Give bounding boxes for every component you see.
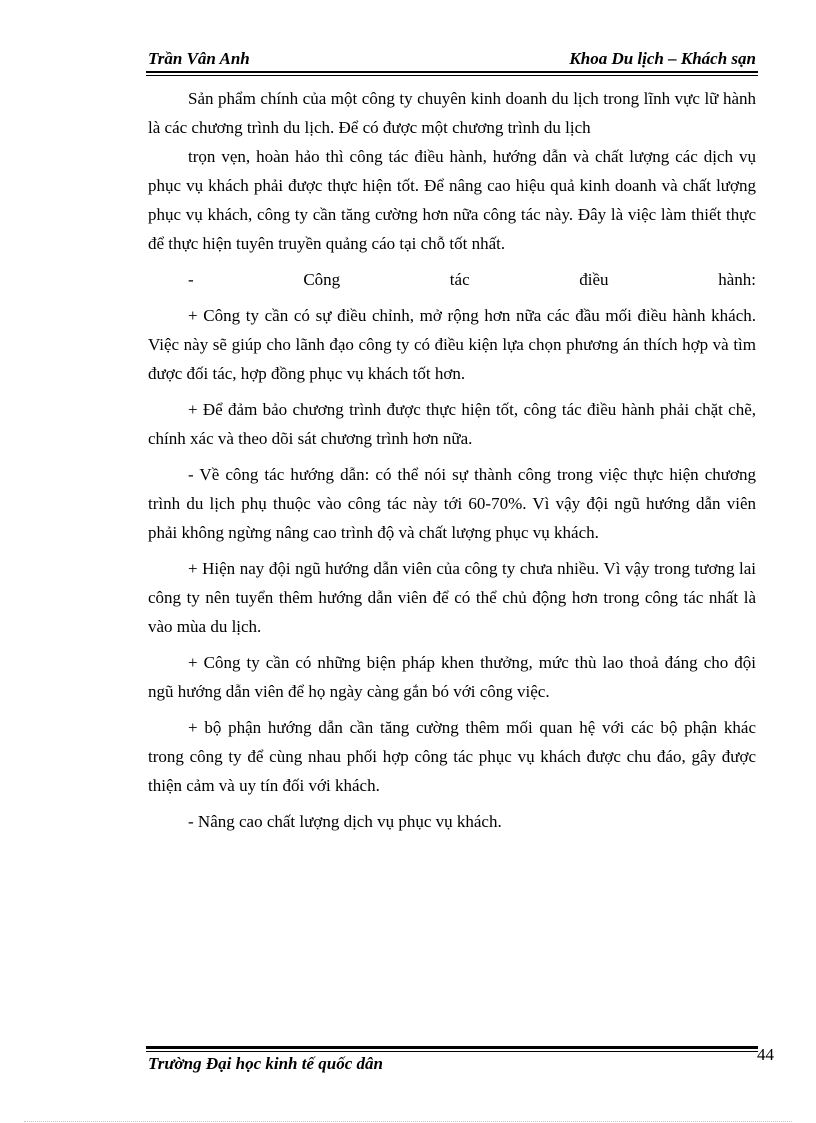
paragraph-2: + Công ty cần có sự điều chỉnh, mở rộng hơn nữa các đầu mối điều hành khách. Việc này sẽ giúp cho lãnh đạo công ty có điều kiện lựa chọn phương án thích hợp và tìm được đối tác, hợp đồng phục vụ khách tốt hơn. [148,306,756,383]
heading-word: tác [449,270,470,289]
paragraph-1a: Sản phẩm chính của một công ty chuyên kinh doanh du lịch trong lĩnh vực lữ hành là các chương trình du lịch. Để có được một chương trình du lịch [148,89,756,137]
operations-heading [148,265,756,294]
paragraph-5: + Hiện nay đội ngũ hướng dẫn viên của công ty chưa nhiều. Vì vậy trong tương lai công ty nên tuyển thêm hướng dẫn viên để có thể chủ động hơn trong công tác nhất là vào mùa du lịch. [148,559,756,636]
heading-word: hành: [718,270,756,289]
page-header [148,49,756,71]
paragraph-8: - Nâng cao chất lượng dịch vụ phục vụ khách. [188,812,502,831]
footer-rule [146,1046,758,1052]
heading-word: điều [579,270,609,289]
paragraph-3: + Để đảm bảo chương trình được thực hiện tốt, công tác điều hành phải chặt chẽ, chính xác và theo dõi sát chương trình hơn nữa. [148,400,756,448]
header-department: Khoa Du lịch – Khách sạn [569,49,756,68]
heading-word: - [188,270,194,289]
paragraph-4: - Về công tác hướng dẫn: có thể nói sự thành công trong việc thực hiện chương trình du lịch phụ thuộc vào công tác này tới 60-70%. Vì vậy đội ngũ hướng dẫn viên phải không ngừng nâng cao trình độ và chất lượng phục vụ khách. [148,465,756,542]
header-author: Trần Vân Anh [148,49,250,68]
page-number: 44 [757,1045,774,1064]
paragraph-6: + Công ty cần có những biện pháp khen thưởng, mức thù lao thoả đáng cho đội ngũ hướng dẫn viên để họ ngày càng gắn bó với công việc. [148,653,756,701]
document-body [148,84,756,843]
heading-word: Công [303,270,341,289]
paragraph-1b: trọn vẹn, hoàn hảo thì công tác điều hành, hướng dẫn và chất lượng các dịch vụ phục vụ khách phải được thực hiện tốt. Để nâng cao hiệu quả kinh doanh và chất lượng phục vụ khách, công ty cần tăng cường hơn nữa công tác này. Đây là việc làm thiết thực để thực hiện tuyên truyền quảng cáo tại chỗ tốt nhất. [148,147,756,253]
paragraph-7: + bộ phận hướng dẫn cần tăng cường thêm mối quan hệ với các bộ phận khác trong công ty để cùng nhau phối hợp công tác phục vụ khách được chu đáo, gây được thiện cảm và uy tín đối với khách. [148,718,756,795]
header-rule [146,71,758,76]
footer-school: Trường Đại học kinh tế quốc dân [148,1054,383,1073]
page-edge-divider [24,1121,792,1122]
